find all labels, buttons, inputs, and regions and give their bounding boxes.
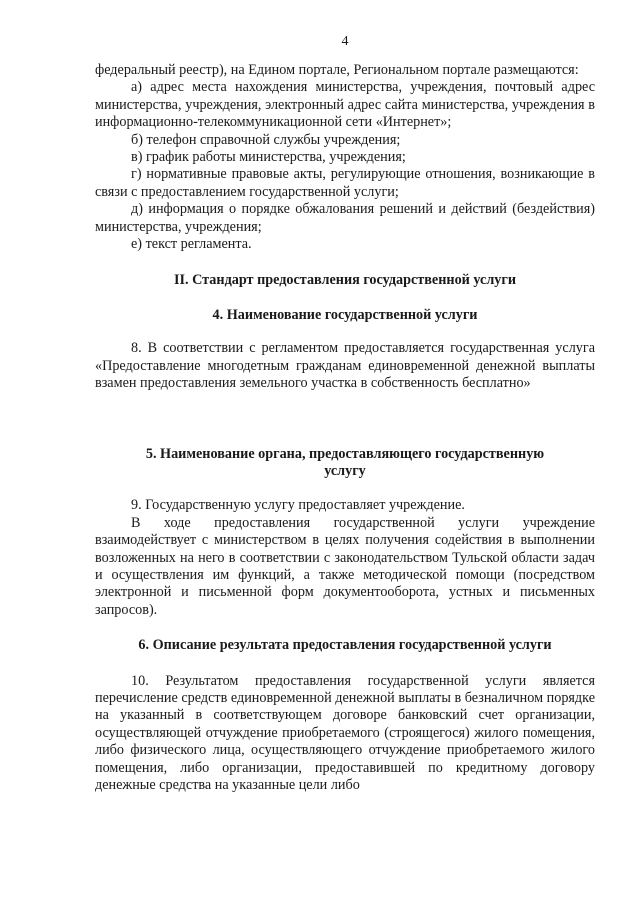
section-5-heading-line2: услугу — [324, 462, 366, 479]
paragraph: 8. В соответствии с регламентом предоставляется государственная услуга «Предоставление многодетным гражданам единовременной денежной выплаты взамен предоставления земельного участка в собственность бесплатно» — [95, 340, 595, 392]
document-body — [95, 62, 595, 794]
paragraph: б) телефон справочной службы учреждения; — [131, 131, 401, 148]
paragraph: 10. Результатом предоставления государственной услуги является перечисление средств единовременной денежной выплаты в безналичном порядке на указанный в соответствующем договоре банковский счет организации, осуществляющей отчуждение приобретаемого (строящегося) жилого помещения, либо физического лица, осуществляющего отчуждение приобретаемого жилого помещения, либо организации, предоставившей по кредитному договору денежные средства на указанные цели либо — [95, 672, 595, 793]
section-6-heading: 6. Описание результата предоставления государственной услуги — [138, 637, 552, 654]
paragraph: а) адрес места нахождения министерства, учреждения, почтовый адрес министерства, учреждения, электронный адрес сайта министерства, учреждения в информационно-телекоммуникационной сети «Интернет»; — [95, 79, 595, 131]
paragraphs-top — [95, 62, 595, 253]
section-2-heading: II. Стандарт предоставления государственной услуги — [173, 272, 517, 289]
paragraph: д) информация о порядке обжалования решений и действий (бездействия) министерства, учреждения; — [95, 201, 595, 235]
paragraph: г) нормативные правовые акты, регулирующие отношения, возникающие в связи с предоставлением государственной услуги; — [95, 166, 595, 200]
paragraph: 9. Государственную услугу предоставляет учреждение. — [131, 497, 465, 514]
section-5-body — [95, 497, 595, 619]
paragraph: федеральный реестр), на Едином портале, Региональном портале размещаются: — [95, 62, 579, 78]
section-5-heading-line1: 5. Наименование органа, предоставляющего государственную — [145, 445, 545, 462]
paragraph: в) график работы министерства, учреждения; — [131, 149, 406, 166]
paragraph: е) текст регламента. — [131, 236, 252, 253]
page-number: 4 — [341, 34, 349, 49]
section-6-body — [95, 673, 595, 795]
paragraph: В ходе предоставления государственной услуги учреждение взаимодействует с министерством в целях получения содействия в выполнении возложенных на него в соответствии с законодательством Тульской области задач и осуществления им функций, а также методической помощи (посредством электронной и письменной форм документооборота, устных и письменных запросов). — [95, 514, 595, 618]
section-4-heading: 4. Наименование государственной услуги — [212, 306, 478, 323]
section-5-heading — [95, 446, 595, 481]
section-4-body — [95, 340, 595, 392]
